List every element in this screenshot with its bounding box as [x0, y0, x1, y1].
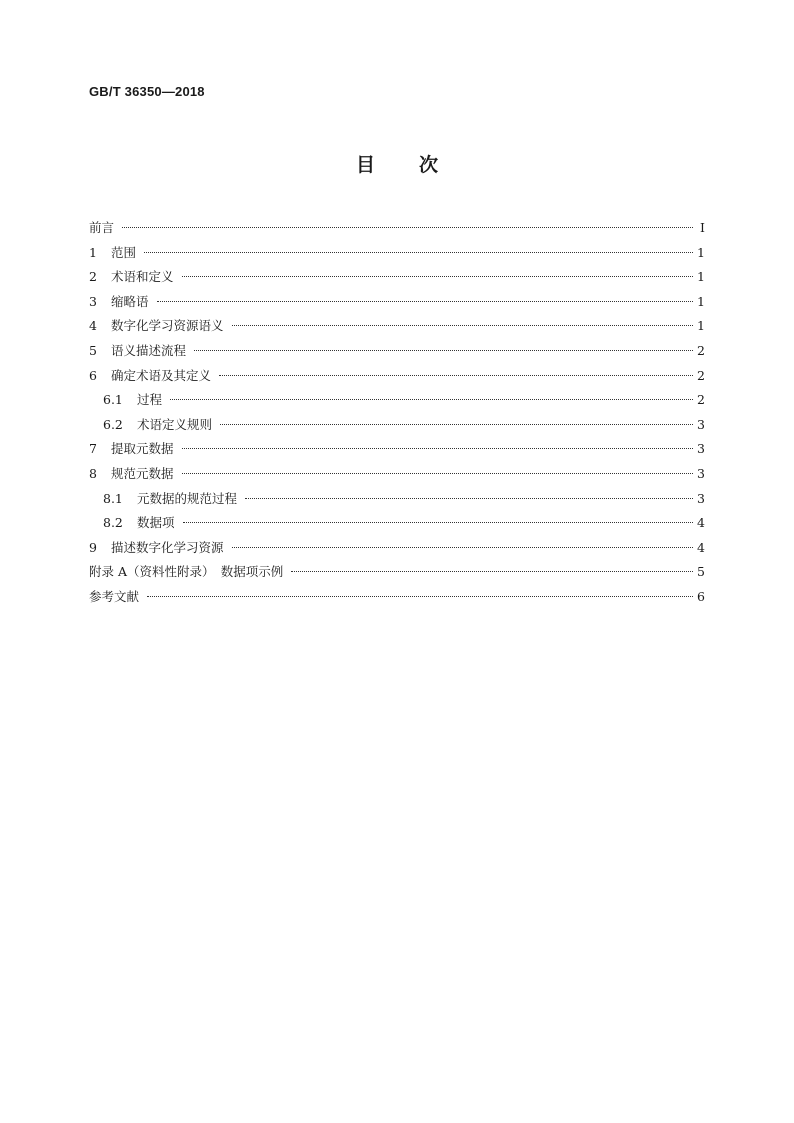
toc-entry-label: 数字化学习资源语义: [111, 318, 224, 334]
toc-leader-dots: [232, 325, 693, 326]
toc-entry-label: 提取元数据: [111, 441, 174, 457]
toc-entry-page: 3: [697, 441, 705, 457]
toc-leader-dots: [245, 498, 693, 499]
standard-code: GB/T 36350—2018: [89, 84, 205, 99]
toc-entry-number: 1: [89, 244, 97, 260]
toc-leader-dots: [144, 252, 693, 253]
toc-entry-page: 1: [697, 318, 705, 334]
toc-entry-number: 6.1: [103, 392, 123, 408]
toc-leader-dots: [291, 571, 693, 572]
toc-entry-number: 9: [89, 539, 97, 555]
toc-entry-label: 范围: [111, 244, 137, 260]
toc-entry-label: 规范元数据: [111, 465, 174, 481]
toc-entry-6[interactable]: [89, 364, 705, 389]
toc-entry-page: 2: [697, 342, 705, 358]
toc-entry-8-1[interactable]: [89, 487, 705, 512]
toc-title-char-2: 次: [419, 154, 439, 176]
toc-entry-number: 7: [89, 441, 97, 457]
toc-entry-label: 描述数字化学习资源: [111, 539, 224, 555]
toc-entry-number: 4: [89, 318, 97, 334]
toc-entry-number: 3: [89, 293, 97, 309]
toc-entry-page: 4: [697, 539, 705, 555]
toc-entry-page: 3: [697, 490, 705, 506]
toc-entry-page: 4: [697, 515, 705, 531]
toc-entry-label: 语义描述流程: [111, 342, 187, 358]
toc-entry-1[interactable]: [89, 241, 705, 266]
toc-entry-label: 术语和定义: [111, 269, 174, 285]
toc-entry-label: 附录 A（资料性附录） 数据项示例: [89, 564, 284, 580]
toc-entry-page: 1: [697, 293, 705, 309]
toc-entry-9[interactable]: [89, 536, 705, 561]
toc-entry-3[interactable]: [89, 290, 705, 315]
toc-entry-6-2[interactable]: [89, 413, 705, 438]
toc-entry-5[interactable]: [89, 339, 705, 364]
toc-entry-8[interactable]: [89, 462, 705, 487]
toc-entry-page: 2: [697, 392, 705, 408]
toc-entry-number: 8.2: [103, 515, 123, 531]
toc-entry-number: 2: [89, 269, 97, 285]
toc-entry-appendix-a[interactable]: [89, 560, 705, 585]
toc-list: [89, 216, 705, 610]
toc-entry-page: 3: [697, 416, 705, 432]
toc-leader-dots: [182, 276, 693, 277]
toc-entry-number: 8.1: [103, 490, 123, 506]
toc-entry-page: 1: [697, 244, 705, 260]
toc-entry-number: 6.2: [103, 416, 123, 432]
toc-entry-7[interactable]: [89, 437, 705, 462]
toc-entry-label: 前言: [89, 220, 115, 235]
toc-entry-number: 8: [89, 465, 97, 481]
toc-entry-references[interactable]: [89, 585, 705, 610]
toc-leader-dots: [147, 596, 693, 597]
toc-title-char-1: 目: [355, 154, 375, 176]
toc-leader-dots: [219, 375, 693, 376]
toc-entry-page: 1: [697, 269, 705, 285]
toc-entry-label: 缩略语: [111, 293, 149, 309]
toc-entry-6-1[interactable]: [89, 388, 705, 413]
toc-leader-dots: [122, 227, 693, 228]
toc-title: [0, 150, 794, 177]
toc-leader-dots: [183, 522, 693, 523]
toc-leader-dots: [170, 399, 693, 400]
toc-entry-number: 5: [89, 342, 97, 358]
toc-entry-label: 过程: [137, 392, 163, 408]
toc-entry-2[interactable]: [89, 265, 705, 290]
toc-entry-page: 3: [697, 465, 705, 481]
toc-entry-page: Ⅰ: [700, 220, 705, 235]
toc-leader-dots: [194, 350, 693, 351]
toc-entry-label: 数据项: [137, 515, 175, 531]
toc-entry-page: 5: [697, 564, 705, 580]
toc-entry-label: 确定术语及其定义: [111, 367, 212, 383]
toc-entry-label: 术语定义规则: [137, 416, 213, 432]
toc-leader-dots: [220, 424, 693, 425]
toc-entry-foreword[interactable]: [89, 216, 705, 241]
toc-entry-label: 元数据的规范过程: [137, 490, 238, 506]
toc-entry-number: 6: [89, 367, 97, 383]
toc-entry-label: 参考文献: [89, 588, 140, 604]
toc-entry-8-2[interactable]: [89, 511, 705, 536]
toc-leader-dots: [232, 547, 693, 548]
toc-entry-page: 6: [697, 588, 705, 604]
toc-entry-page: 2: [697, 367, 705, 383]
toc-entry-4[interactable]: [89, 314, 705, 339]
toc-leader-dots: [157, 301, 693, 302]
toc-leader-dots: [182, 473, 693, 474]
toc-leader-dots: [182, 448, 693, 449]
